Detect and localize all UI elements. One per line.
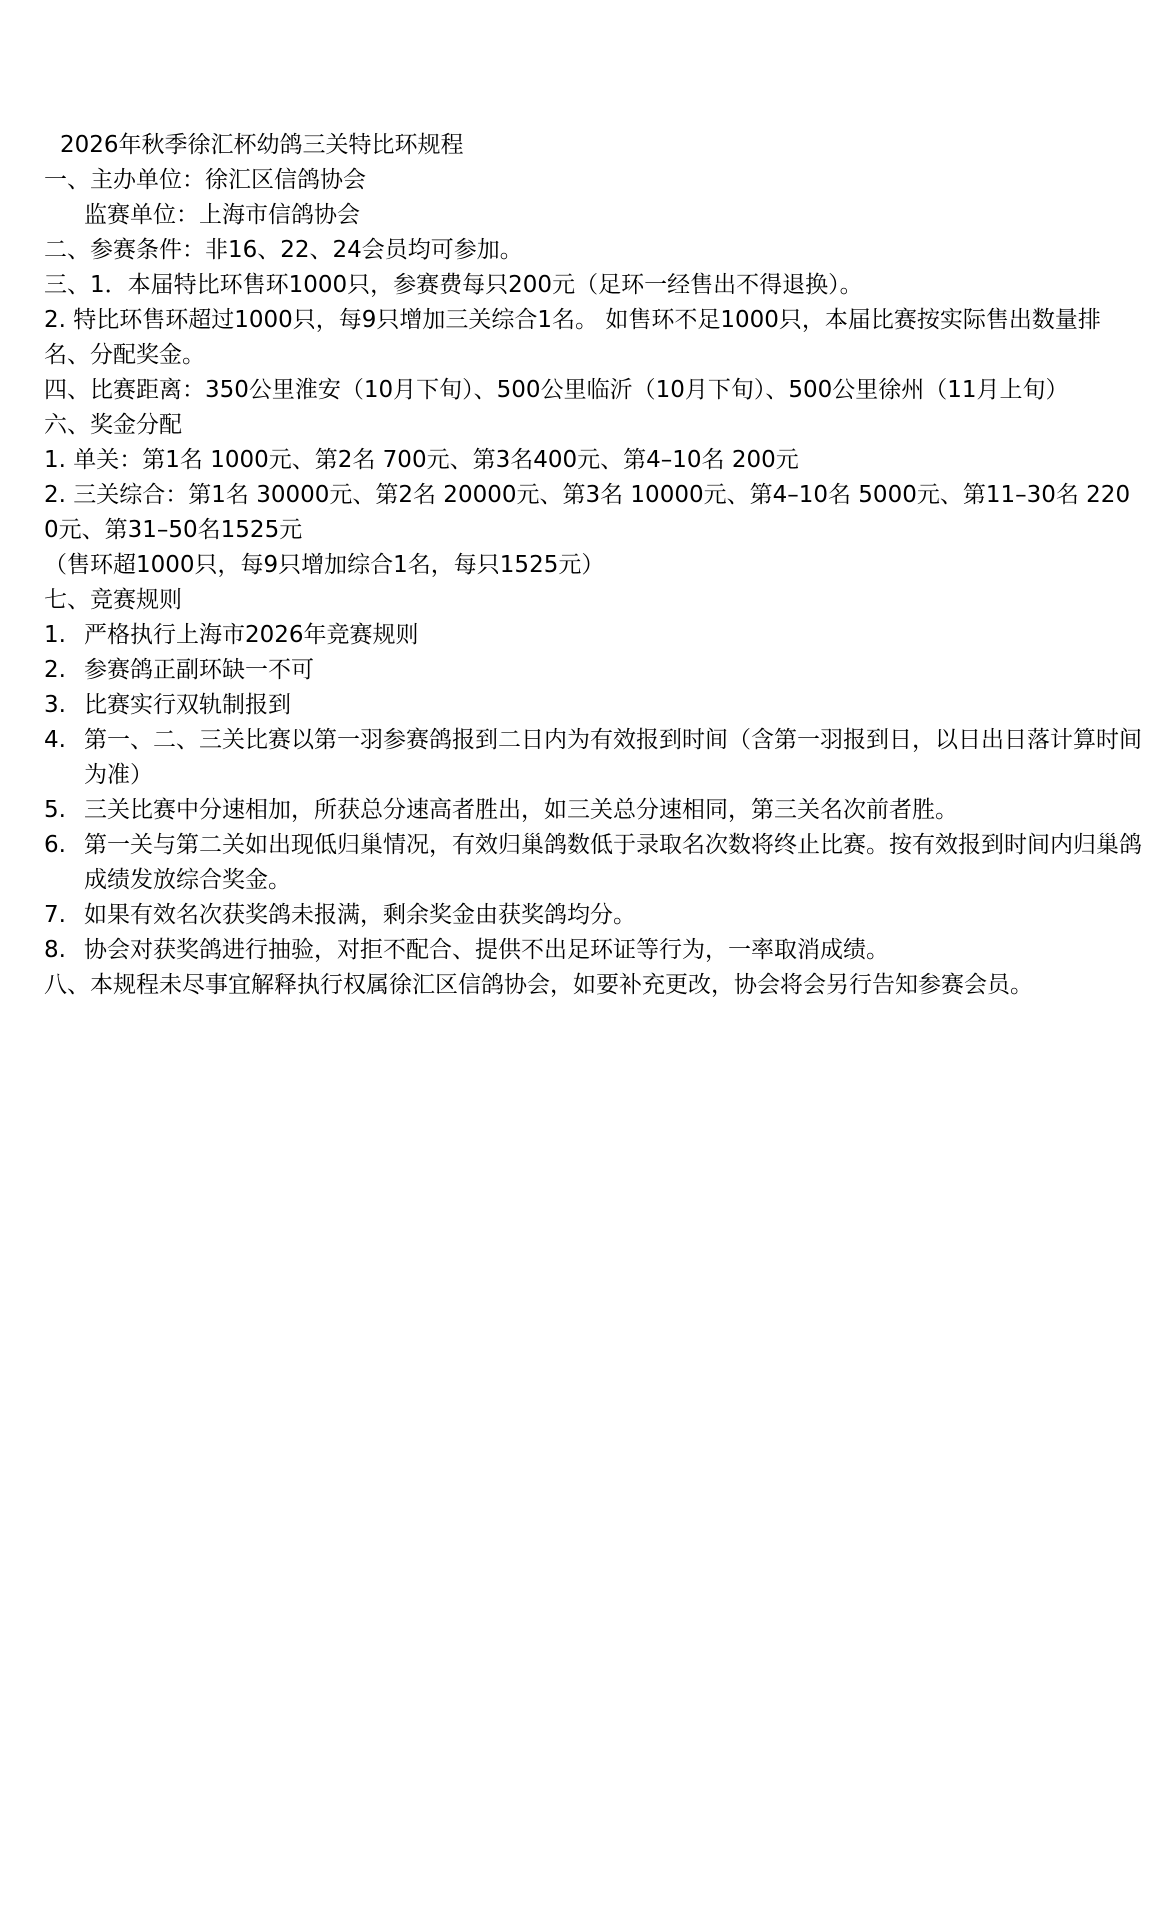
rule-text: 参赛鸽正副环缺一不可 (84, 657, 314, 683)
closing-line: 八、本规程未尽事宜解释执行权属徐汇区信鸽协会，如要补充更改，协会将会另行告知参赛会员。 (44, 972, 1033, 998)
document-body (44, 128, 1144, 1003)
rule-item (44, 933, 1144, 968)
rule-text: 第一、二、三关比赛以第一羽参赛鸽报到二日内为有效报到时间（含第一羽报到日，以日出日落计算时间为准） (84, 727, 1142, 788)
rule-number: 4. (44, 727, 66, 753)
prize-single-line: 1. 单关：第1名 1000元、第2名 700元、第3名400元、第4–10名 200元 (44, 447, 799, 473)
document-title: 2026年秋季徐汇杯幼鸽三关特比环规程 (60, 132, 464, 158)
rule-text: 比赛实行双轨制报到 (84, 692, 291, 718)
rule-item (44, 898, 1144, 933)
rule-number: 6. (44, 832, 66, 858)
prize-note-line: （售环超1000只，每9只增加综合1名，每只1525元） (44, 552, 605, 578)
section-3-line-1: 三、1．本届特比环售环1000只，参赛费每只200元（足环一经售出不得退换）。 (44, 272, 863, 298)
rule-number: 2. (44, 657, 66, 683)
rule-item (44, 688, 1144, 723)
rules-heading: 七、竞赛规则 (44, 587, 182, 613)
rule-item (44, 723, 1144, 793)
rule-text: 严格执行上海市2026年竞赛规则 (84, 622, 419, 648)
rule-text: 如果有效名次获奖鸽未报满，剩余奖金由获奖鸽均分。 (84, 902, 636, 928)
rule-text: 三关比赛中分速相加，所获总分速高者胜出，如三关总分速相同，第三关名次前者胜。 (84, 797, 958, 823)
supervisor-line: 监赛单位：上海市信鸽协会 (84, 202, 360, 228)
conditions-line: 二、参赛条件：非16、22、24会员均可参加。 (44, 237, 523, 263)
rule-item (44, 618, 1144, 653)
prize-heading: 六、奖金分配 (44, 412, 182, 438)
rule-text: 第一关与第二关如出现低归巢情况，有效归巢鸽数低于录取名次数将终止比赛。按有效报到时间内归巢鸽成绩发放综合奖金。 (84, 832, 1142, 893)
rule-item (44, 653, 1144, 688)
organizer-line: 一、主办单位：徐汇区信鸽协会 (44, 167, 366, 193)
section-3-line-2: 2. 特比环售环超过1000只，每9只增加三关综合1名。 如售环不足1000只，本届比赛按实际售出数量排名、分配奖金。 (44, 307, 1101, 368)
rule-item (44, 828, 1144, 898)
prize-combined-line: 2. 三关综合：第1名 30000元、第2名 20000元、第3名 10000元、第4–10名 5000元、第11–30名 2200元、第31–50名1525元 (44, 482, 1131, 543)
rule-number: 8. (44, 937, 66, 963)
rule-text: 协会对获奖鸽进行抽验，对拒不配合、提供不出足环证等行为，一率取消成绩。 (84, 937, 889, 963)
rule-number: 5. (44, 797, 66, 823)
rule-number: 3. (44, 692, 66, 718)
rule-item (44, 793, 1144, 828)
rule-number: 1. (44, 622, 66, 648)
distance-line: 四、比赛距离：350公里淮安（10月下旬）、500公里临沂（10月下旬）、500公里徐州（11月上旬） (44, 377, 1069, 403)
rule-number: 7. (44, 902, 66, 928)
